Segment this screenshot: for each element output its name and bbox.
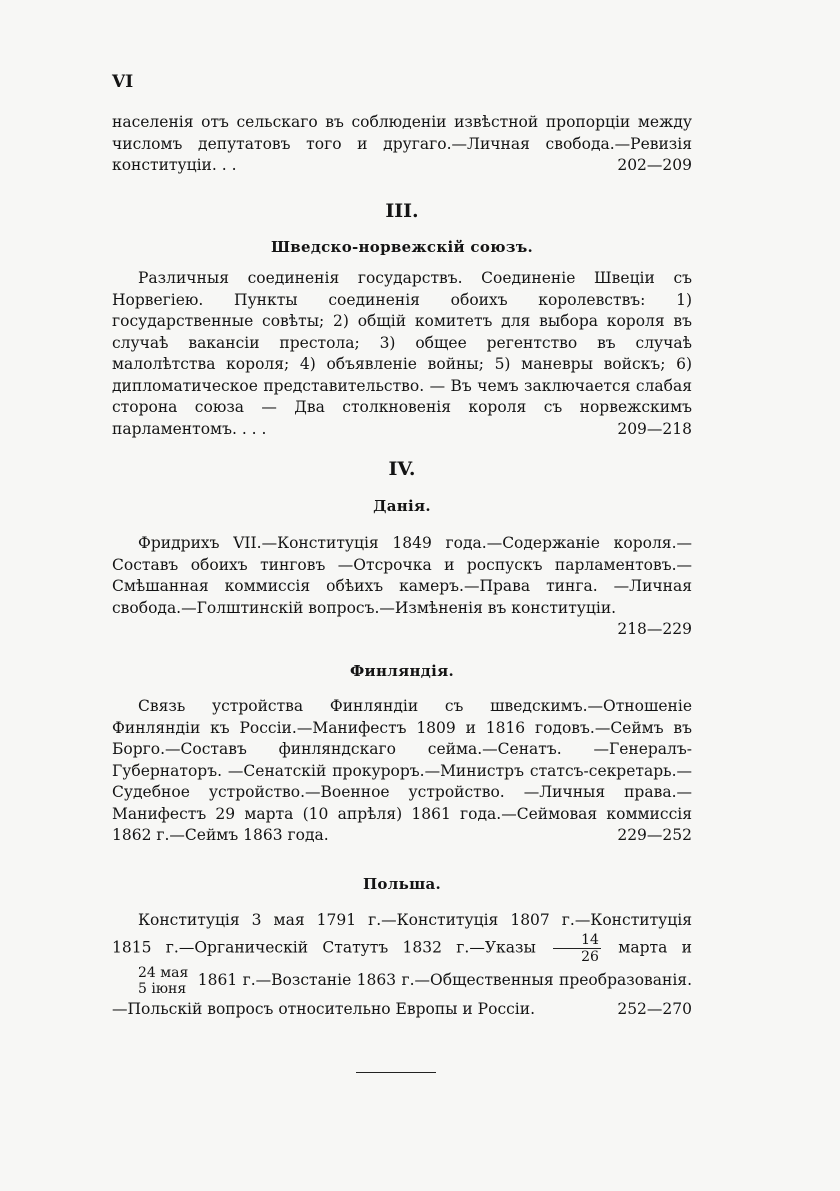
decree-date-fraction-2	[112, 965, 188, 997]
page-number: VI	[112, 72, 134, 92]
poland-text-mid: марта и	[618, 938, 692, 957]
continuation-pages: 202—209	[617, 156, 692, 174]
closing-rule	[356, 1072, 436, 1073]
fraction-2-numerator: 24 мая	[138, 965, 189, 981]
finland-text: Связь устройства Финляндіи съ шведскимъ.—Отношеніе Финляндіи къ Россіи.—Манифестъ 1809 и 1816 годовъ.—Сеймъ въ Борго.—Составъ финляндскаго сейма.—Сенатъ. —Генералъ-Губернаторъ. —Сенатскій прокуроръ.—Министръ статсъ-секретарь.—Судебное устройство.—Военное устройство. —Личныя права.—Манифестъ 29 марта (10 апрѣля) 1861 года.—Сеймовая коммиссія 1862 г.—Сеймъ 1863 года.	[112, 697, 692, 844]
section-iii-pages: 209—218	[617, 419, 692, 438]
section-iv-title: Данія.	[373, 497, 431, 515]
continuation-entry	[112, 112, 692, 177]
poland-entry	[112, 908, 692, 1021]
finland-entry	[112, 696, 692, 847]
fraction-2-denominator: 5 іюня	[138, 981, 187, 997]
section-iii-numeral: III.	[385, 200, 419, 222]
section-iii-text: Различныя соединенія государствъ. Соединеніе Швеціи съ Норвегіею. Пункты соединенія обоихъ королевствъ: 1) государственные совѣты; 2) общій комитетъ для выбора короля въ случаѣ вакансіи престола; 3) общее регентство въ случаѣ малолѣтства короля; 4) объявленіе войны; 5) маневры войскъ; 6) дипломатическое представительство. — Въ чемъ заключается слабая сторона союза — Два столкновенія короля съ норвежскимъ парламентомъ. . . .	[112, 269, 692, 438]
fraction-1-denominator: 26	[581, 949, 599, 965]
section-iv-text: Фридрихъ VII.—Конституція 1849 года.—Содержаніе короля.—Составъ обоихъ тинговъ —Отсрочка и роспускъ парламентовъ.—Смѣшанная коммиссія обѣихъ камеръ.—Права тинга. —Личная свобода.—Голштинскій вопросъ.—Измѣненія въ конституціи.	[112, 534, 692, 617]
section-iv-pages: 218—229	[617, 620, 692, 638]
decree-date-fraction-1	[553, 932, 601, 965]
finland-title: Финляндія.	[350, 662, 454, 680]
finland-pages: 229—252	[617, 826, 692, 844]
section-iii-title: Шведско-норвежскій союзъ.	[270, 238, 534, 256]
section-iii-entry	[112, 268, 692, 440]
poland-title: Польша.	[362, 875, 442, 893]
fraction-1-numerator: 14	[553, 932, 601, 949]
poland-text-before: Конституція 3 мая 1791 г.—Конституція 1807 г.—Конституція 1815 г.—Органическій Статутъ 1832 г.—Указы	[112, 911, 692, 957]
poland-text-after: 1861 г.—Возстаніе 1863 г.—Общественныя преобразованія.—Польскій вопросъ относительно Европы и Россіи.	[112, 971, 692, 1018]
continuation-text: населенія отъ сельскаго въ соблюденіи извѣстной пропорціи между числомъ депутатовъ того и другаго.—Личная свобода.—Ревизія конституціи. . .	[112, 113, 692, 174]
section-iv-numeral: IV.	[388, 458, 416, 480]
section-iv-entry	[112, 533, 692, 641]
poland-pages: 252—270	[617, 1000, 692, 1018]
